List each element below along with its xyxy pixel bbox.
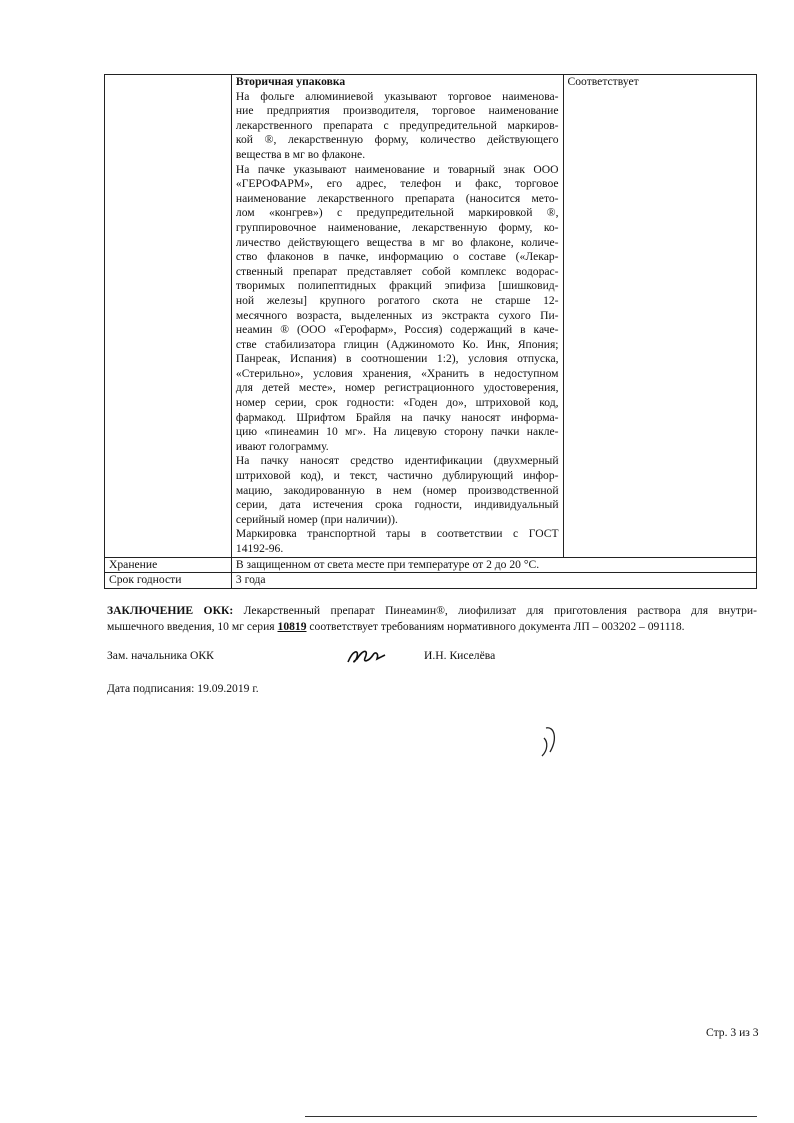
storage-value: В защищенном от света месте при температуре от 2 до 20 °С. — [231, 557, 756, 573]
conclusion-text: Лекарственный препарат Пинеамин®, лиофилизат для приготовления раствора для внутри- — [233, 603, 757, 617]
packaging-heading: Вторичная упаковка — [235, 75, 346, 88]
text-line: вещества в мг во флаконе. — [235, 147, 366, 161]
text-line: На фольге алюминиевой указывают торговое наименова- — [235, 89, 559, 103]
text-line: фармакод. Шрифтом Брайля на пачку наносят информа- — [235, 410, 559, 424]
storage-label: Хранение — [105, 557, 232, 573]
text-line: ивают голограмму. — [235, 439, 329, 453]
text-line: 14192-96. — [235, 542, 284, 555]
text-line: группировочное наименование, лекарственную форму, ко- — [235, 220, 559, 234]
series-number: 10819 — [277, 619, 307, 633]
spec-table — [104, 74, 757, 589]
document-body — [104, 74, 757, 697]
text-line: номер серии, срок годности: «Годен до», штриховой код, — [235, 396, 559, 410]
packaging-text — [236, 90, 559, 557]
text-line: творимых полипептидных фракций эпифиза [шишковид- — [235, 279, 559, 293]
empty-cell — [105, 75, 232, 558]
conclusion-label: ЗАКЛЮЧЕНИЕ ОКК: — [107, 603, 234, 617]
text-line: Маркировка транспортной тары в соответствии с ГОСТ — [235, 527, 559, 541]
text-line: Панреак, Испания) в соотношении 1:2), условия отпуска, — [235, 352, 559, 366]
signer-position: Зам. начальника ОКК — [107, 648, 214, 662]
text-line: стве стабилизатора глицин (Аджиномото Ко. Инк, Япония; — [235, 337, 559, 351]
page-number: Стр. 3 из 3 — [706, 1026, 759, 1039]
text-line: ние предприятия производителя, торговое наименование — [235, 104, 559, 118]
text-line: «Стерильно», условия хранения, «Хранить в недоступном — [235, 366, 559, 380]
table-row — [105, 75, 757, 558]
text-line: «ГЕРОФАРМ», его адрес, телефон и факс, торговое — [235, 177, 559, 191]
text-line: На пачку наносят средство идентификации (двухмерный — [235, 454, 559, 468]
text-line: штриховой код), и текст, частично дублирующий инфор- — [235, 469, 559, 483]
handwritten-mark-icon — [536, 724, 566, 760]
table-row — [105, 573, 757, 589]
text-line: ственный препарат представляет собой комплекс водорас- — [235, 264, 559, 278]
conclusion-text: соответствует требованиям нормативного документа ЛП – 003202 – 091118. — [306, 619, 685, 633]
text-line: ной железы] крупного рогатого скота не старше 12- — [235, 293, 559, 307]
text-line: наименование лекарственного препарата (наносится мето- — [235, 191, 559, 205]
shelf-life-value: 3 года — [231, 573, 756, 589]
text-line: мацию, закодированную в нем (номер производственной — [235, 483, 559, 497]
signature-row — [104, 645, 757, 667]
text-line: ство флаконов в пачке, информацию о составе («Лекар- — [235, 250, 559, 264]
text-line: личество действующего вещества в мг во флаконе, количе- — [235, 235, 559, 249]
text-line: лом «конгрев») с предупредительной маркировкой ®, — [235, 206, 559, 220]
text-line: серии, дата истечения срока годности, индивидуальный — [235, 498, 559, 512]
packaging-result: Соответствует — [563, 75, 756, 558]
signer-name: И.Н. Киселёва — [424, 648, 496, 662]
signature-icon — [345, 645, 424, 667]
conclusion — [104, 603, 757, 635]
text-line: лекарственного препарата с предупредительной маркиров- — [235, 118, 559, 132]
text-line: кой ®, лекарственную форму, количество действующего — [235, 133, 559, 147]
text-line: На пачке указывают наименование и товарный знак ООО — [235, 162, 559, 176]
table-row — [105, 557, 757, 573]
text-line: серийный номер (при наличии)). — [235, 512, 398, 526]
text-line: месячного возраста, выделенных из экстракта сухого Пи- — [235, 308, 559, 322]
conclusion-text: мышечного введения, 10 мг серия — [107, 619, 278, 633]
footer-line — [305, 1116, 757, 1117]
text-line: цию «пинеамин 10 мг». На лицевую сторону пачки накле- — [235, 425, 559, 439]
text-line: для детей месте», номер регистрационного удостоверения, — [235, 381, 559, 395]
packaging-cell — [231, 75, 563, 558]
shelf-life-label: Срок годности — [105, 573, 232, 589]
text-line: неамин ® (ООО «Герофарм», Россия) содержащий в каче- — [235, 323, 559, 337]
signing-date: Дата подписания: 19.09.2019 г. — [107, 681, 259, 695]
